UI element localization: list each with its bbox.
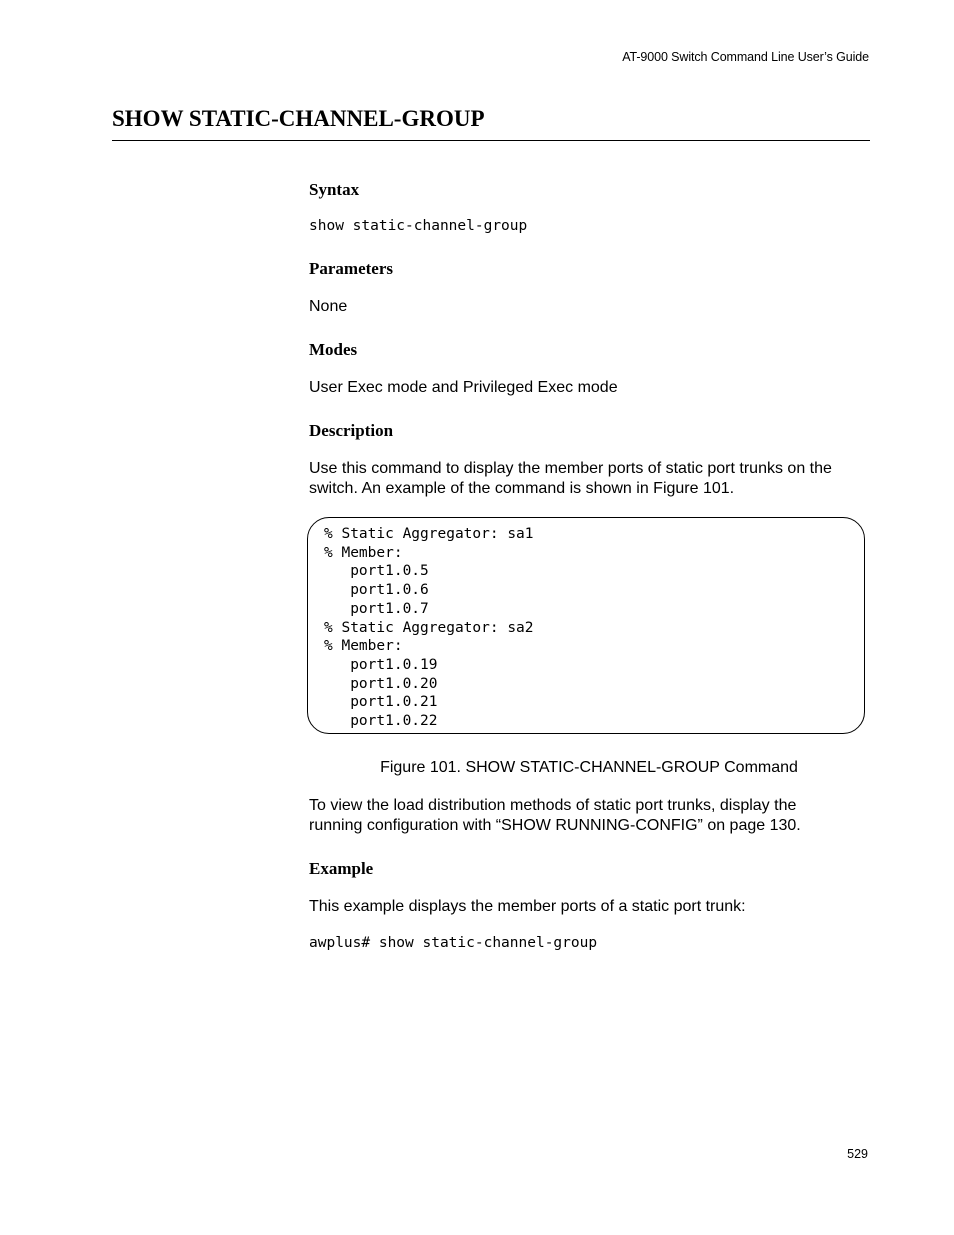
code-line: port1.0.20 — [324, 675, 438, 692]
code-line: port1.0.22 — [324, 713, 438, 730]
description-line-1: Use this command to display the member ports of static port trunks on the — [309, 460, 832, 477]
example-command: awplus# show static-channel-group — [309, 935, 598, 951]
figure-caption: Figure 101. SHOW STATIC-CHANNEL-GROUP Command — [380, 759, 798, 776]
code-line: % Static Aggregator: sa1 — [324, 526, 534, 542]
syntax-command: show static-channel-group — [309, 218, 528, 234]
modes-text: User Exec mode and Privileged Exec mode — [309, 379, 618, 396]
page-number: 529 — [847, 1147, 868, 1161]
note-line-2: running configuration with “SHOW RUNNING-CONFIG” on page 130. — [309, 817, 801, 834]
code-line: % Member: — [324, 544, 403, 561]
running-header: AT-9000 Switch Command Line User’s Guide — [622, 50, 869, 64]
code-line: % Member: — [324, 638, 403, 655]
code-line: % Static Aggregator: sa2 — [324, 619, 534, 636]
description-heading: Description — [309, 421, 394, 440]
example-text: This example displays the member ports of a static port trunk: — [309, 898, 746, 915]
code-line: port1.0.7 — [324, 600, 429, 617]
code-line: port1.0.5 — [324, 563, 429, 580]
example-heading: Example — [309, 859, 374, 878]
note-line-1: To view the load distribution methods of static port trunks, display the — [309, 797, 797, 814]
code-line: port1.0.19 — [324, 656, 438, 673]
modes-heading: Modes — [309, 340, 358, 359]
code-line: port1.0.6 — [324, 582, 429, 599]
parameters-text: None — [309, 298, 348, 315]
figure-code-box — [307, 517, 865, 734]
page-title: SHOW STATIC-CHANNEL-GROUP — [112, 106, 485, 131]
syntax-heading: Syntax — [309, 180, 360, 199]
title-divider — [112, 140, 870, 141]
parameters-heading: Parameters — [309, 259, 394, 278]
code-line: port1.0.21 — [324, 694, 438, 711]
description-line-2: switch. An example of the command is shown in Figure 101. — [309, 480, 735, 497]
